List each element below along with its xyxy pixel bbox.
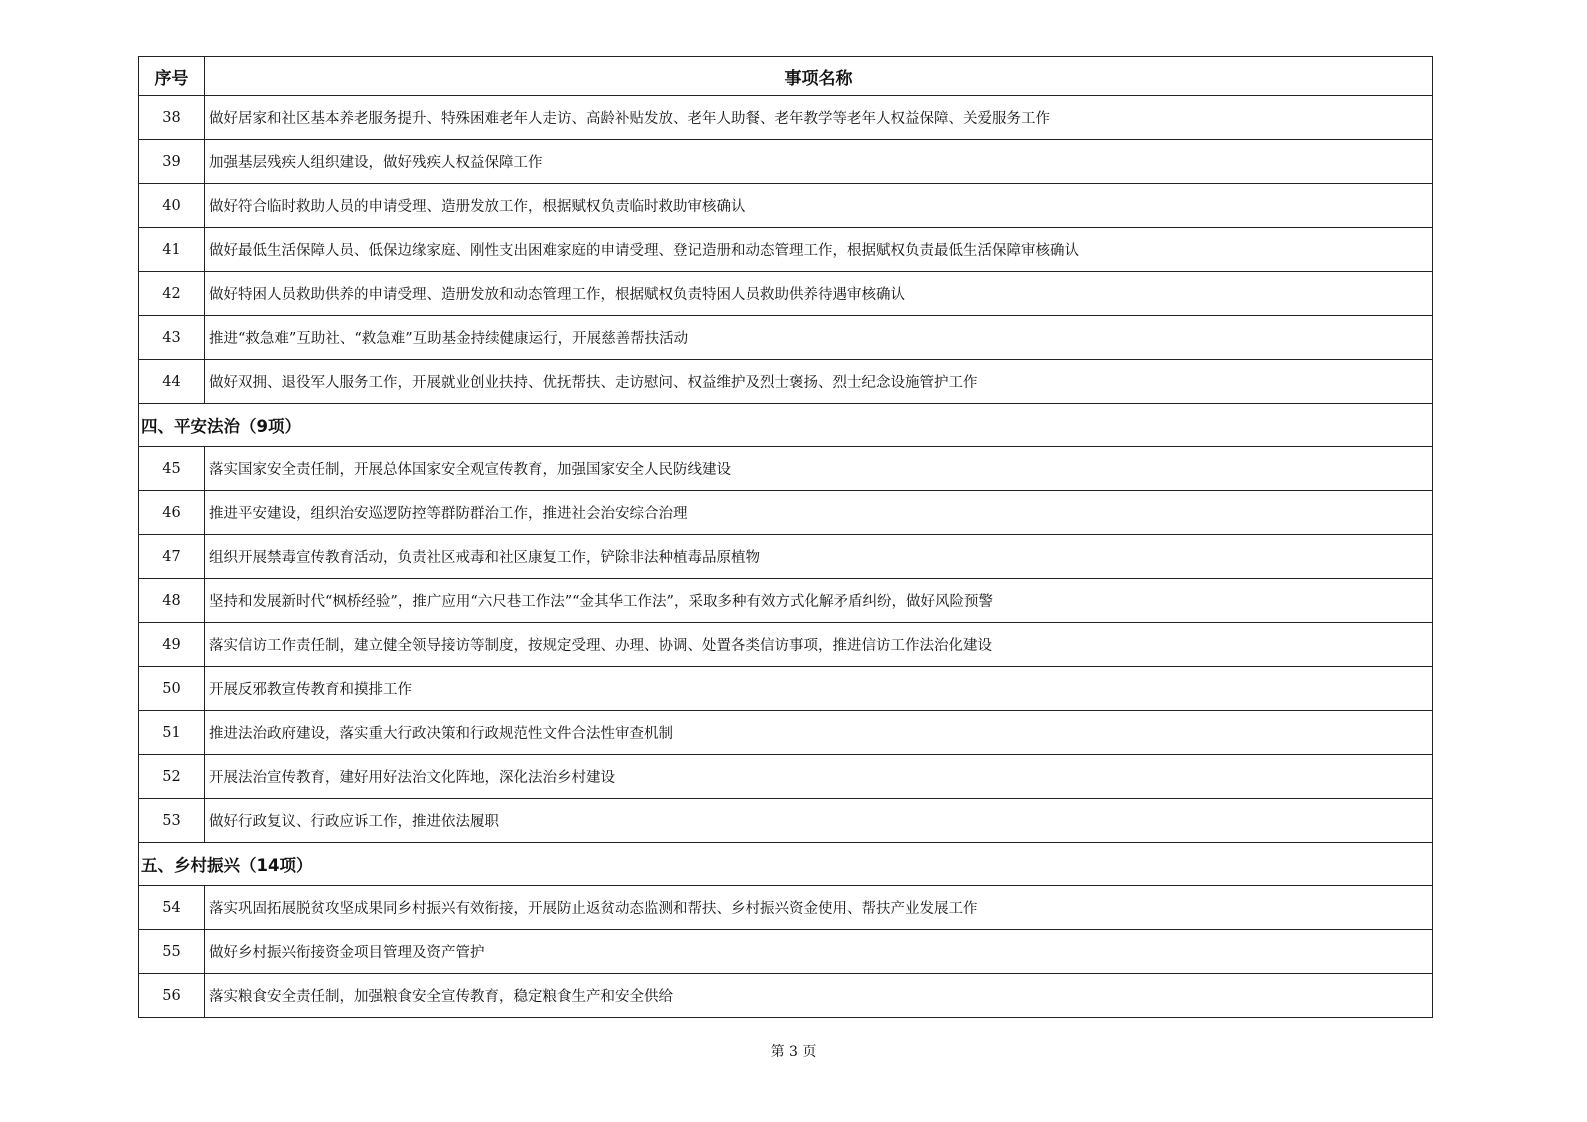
serial-number-cell: 51 [139,711,205,755]
matter-name-cell: 坚持和发展新时代“枫桥经验”，推广应用“六尺巷工作法”“金其华工作法”，采取多种有效方式化解矛盾纠纷，做好风险预警 [205,579,1433,623]
table-row [139,228,1433,272]
table-row [139,140,1433,184]
matter-name-cell: 推进法治政府建设，落实重大行政决策和行政规范性文件合法性审查机制 [205,711,1433,755]
table-row [139,491,1433,535]
matter-name-cell: 加强基层残疾人组织建设，做好残疾人权益保障工作 [205,140,1433,184]
table-row [139,886,1433,930]
matter-name-cell: 做好符合临时救助人员的申请受理、造册发放工作，根据赋权负责临时救助审核确认 [205,184,1433,228]
table-row [139,667,1433,711]
table-row [139,579,1433,623]
serial-number-cell: 40 [139,184,205,228]
section-title: 四、平安法治（9项） [139,404,1433,447]
section-header-row [139,404,1433,447]
table-row [139,535,1433,579]
matter-name-cell: 落实信访工作责任制，建立健全领导接访等制度，按规定受理、办理、协调、处置各类信访事项，推进信访工作法治化建设 [205,623,1433,667]
serial-number-cell: 38 [139,96,205,140]
serial-number-cell: 39 [139,140,205,184]
matter-name-cell: 落实巩固拓展脱贫攻坚成果同乡村振兴有效衔接，开展防止返贫动态监测和帮扶、乡村振兴资金使用、帮扶产业发展工作 [205,886,1433,930]
table-row [139,272,1433,316]
serial-number-cell: 41 [139,228,205,272]
serial-number-cell: 56 [139,974,205,1018]
serial-number-cell: 48 [139,579,205,623]
table-header-row [139,57,1433,96]
matter-name-cell: 推进“救急难”互助社、“救急难”互助基金持续健康运行，开展慈善帮扶活动 [205,316,1433,360]
table-row [139,447,1433,491]
serial-number-cell: 42 [139,272,205,316]
serial-number-cell: 54 [139,886,205,930]
table-row [139,96,1433,140]
matter-name-cell: 落实国家安全责任制，开展总体国家安全观宣传教育，加强国家安全人民防线建设 [205,447,1433,491]
matter-name-cell: 做好最低生活保障人员、低保边缘家庭、刚性支出困难家庭的申请受理、登记造册和动态管理工作，根据赋权负责最低生活保障审核确认 [205,228,1433,272]
serial-number-cell: 52 [139,755,205,799]
page-number: 第 3 页 [770,1044,817,1060]
serial-number-cell: 44 [139,360,205,404]
section-header-row [139,843,1433,886]
matter-name-cell: 开展反邪教宣传教育和摸排工作 [205,667,1433,711]
matter-name-cell: 推进平安建设，组织治安巡逻防控等群防群治工作，推进社会治安综合治理 [205,491,1433,535]
matters-table [138,56,1433,1018]
serial-number-cell: 49 [139,623,205,667]
header-matter-name: 事项名称 [205,57,1433,96]
table-row [139,711,1433,755]
table-row [139,755,1433,799]
serial-number-cell: 43 [139,316,205,360]
matter-name-cell: 做好乡村振兴衔接资金项目管理及资产管护 [205,930,1433,974]
table-row [139,799,1433,843]
matter-name-cell: 组织开展禁毒宣传教育活动，负责社区戒毒和社区康复工作，铲除非法种植毒品原植物 [205,535,1433,579]
matter-name-cell: 做好双拥、退役军人服务工作，开展就业创业扶持、优抚帮扶、走访慰问、权益维护及烈士褒扬、烈士纪念设施管护工作 [205,360,1433,404]
table-row [139,974,1433,1018]
serial-number-cell: 47 [139,535,205,579]
table-row [139,623,1433,667]
table-row [139,316,1433,360]
table-row [139,360,1433,404]
serial-number-cell: 55 [139,930,205,974]
table-row [139,184,1433,228]
matter-name-cell: 做好特困人员救助供养的申请受理、造册发放和动态管理工作，根据赋权负责特困人员救助供养待遇审核确认 [205,272,1433,316]
serial-number-cell: 50 [139,667,205,711]
matter-name-cell: 做好居家和社区基本养老服务提升、特殊困难老年人走访、高龄补贴发放、老年人助餐、老年教学等老年人权益保障、关爱服务工作 [205,96,1433,140]
matter-name-cell: 落实粮食安全责任制，加强粮食安全宣传教育，稳定粮食生产和安全供给 [205,974,1433,1018]
table-body [139,96,1433,1018]
matter-name-cell: 做好行政复议、行政应诉工作，推进依法履职 [205,799,1433,843]
header-serial-number: 序号 [139,57,205,96]
table-row [139,930,1433,974]
section-title: 五、乡村振兴（14项） [139,843,1433,886]
serial-number-cell: 46 [139,491,205,535]
matter-name-cell: 开展法治宣传教育，建好用好法治文化阵地，深化法治乡村建设 [205,755,1433,799]
serial-number-cell: 45 [139,447,205,491]
serial-number-cell: 53 [139,799,205,843]
